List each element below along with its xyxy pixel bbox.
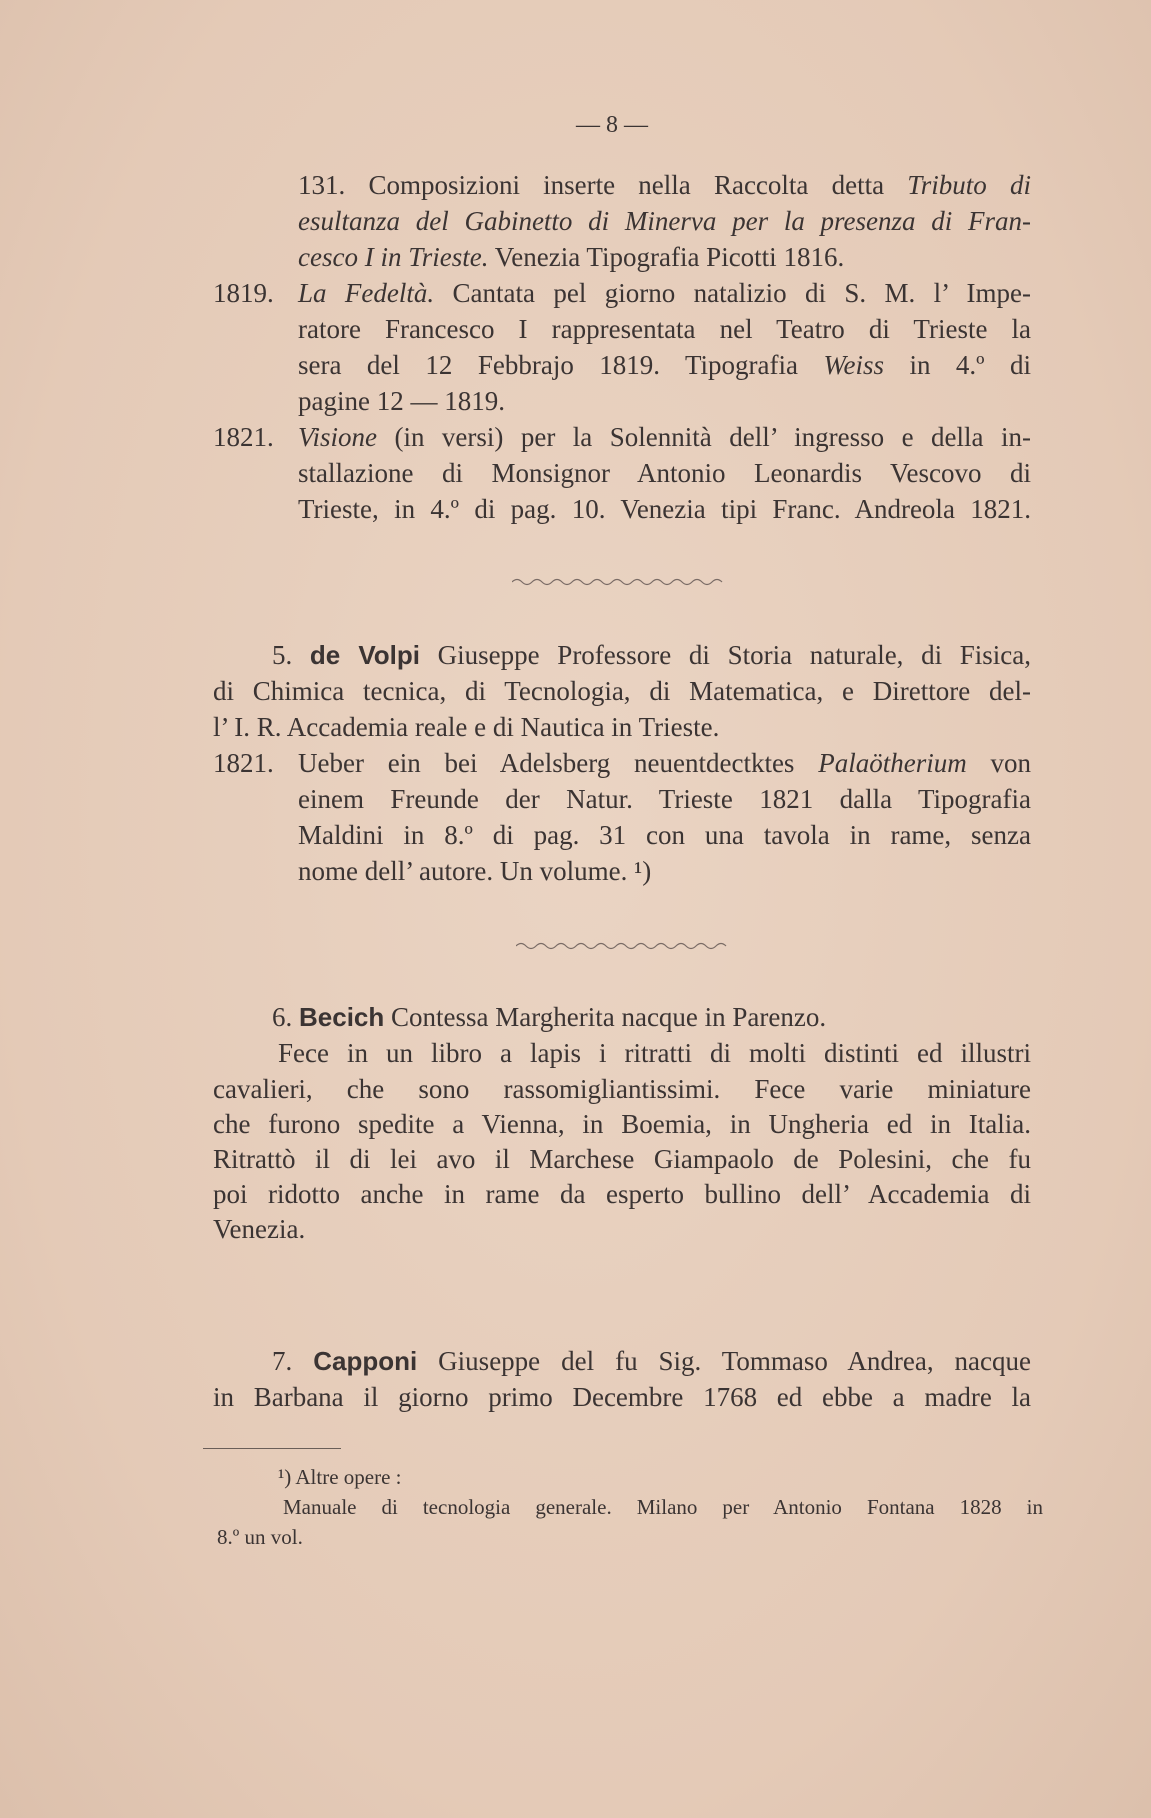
- entry-6-line-3: cavalieri, che sono rassomigliantissimi. Fece varie miniature: [213, 1074, 1031, 1104]
- entry-5-line-1: 5. de Volpi Giuseppe Professore di Storia naturale, di Fisica,: [272, 640, 1031, 670]
- ornament-divider-2: [516, 940, 731, 952]
- surname-capponi: Capponi: [313, 1346, 418, 1376]
- entry-1819-line-4: pagine 12 — 1819.: [298, 386, 505, 416]
- entry-1819-line-3: sera del 12 Febbrajo 1819. Tipografia Weiss in 4.º di: [298, 350, 1031, 380]
- footnote-line-1: ¹) Altre opere :: [278, 1465, 402, 1489]
- entry-6-line-7: Venezia.: [213, 1214, 306, 1244]
- surname-becich: Becich: [299, 1002, 385, 1032]
- entry-6-line-5: Ritrattò il di lei avo il Marchese Giampaolo de Polesini, che fu: [213, 1144, 1031, 1174]
- entry-131-line-1: 131. Composizioni inserte nella Raccolta detta Tributo di: [298, 170, 1031, 200]
- entry-1821-line-2: stallazione di Monsignor Antonio Leonardis Vescovo di: [298, 458, 1031, 488]
- entry-5-year: 1821.: [213, 748, 274, 778]
- entry-5-pub-line-4: nome dell’ autore. Un volume. ¹): [298, 856, 652, 886]
- entry-5-line-2: di Chimica tecnica, di Tecnologia, di Matematica, e Direttore del-: [213, 676, 1031, 706]
- entry-5-pub-line-2: einem Freunde der Natur. Trieste 1821 dalla Tipografia: [298, 784, 1031, 814]
- entry-6-line-1: 6. Becich Contessa Margherita nacque in Parenzo.: [272, 1002, 827, 1032]
- entry-7-line-2: in Barbana il giorno primo Decembre 1768 ed ebbe a madre la: [213, 1382, 1031, 1412]
- page-number: — 8 —: [576, 112, 648, 138]
- entry-131-line-3: cesco I in Trieste. Venezia Tipografia Picotti 1816.: [298, 242, 845, 272]
- footnote-line-3: 8.º un vol.: [217, 1525, 303, 1549]
- entry-5-line-3: l’ I. R. Accademia reale e di Nautica in Trieste.: [213, 712, 720, 742]
- entry-1821-line-1: Visione (in versi) per la Solennità dell’ ingresso e della in-: [298, 422, 1031, 452]
- entry-131-line-2: esultanza del Gabinetto di Minerva per la presenza di Fran-: [298, 206, 1031, 236]
- entry-1821-year: 1821.: [213, 422, 274, 452]
- ornament-divider-1: [512, 576, 727, 588]
- entry-6-line-6: poi ridotto anche in rame da esperto bullino dell’ Accademia di: [213, 1179, 1031, 1209]
- entry-1819-year: 1819.: [213, 278, 274, 308]
- footnote-line-2: Manuale di tecnologia generale. Milano per Antonio Fontana 1828 in: [283, 1495, 1043, 1519]
- entry-6-line-2: Fece in un libro a lapis i ritratti di molti distinti ed illustri: [278, 1038, 1031, 1068]
- entry-1819-line-2: ratore Francesco I rappresentata nel Teatro di Trieste la: [298, 314, 1031, 344]
- entry-5-pub-line-3: Maldini in 8.º di pag. 31 con una tavola in rame, senza: [298, 820, 1031, 850]
- entry-7-line-1: 7. Capponi Giuseppe del fu Sig. Tommaso Andrea, nacque: [272, 1346, 1031, 1376]
- entry-1821-line-3: Trieste, in 4.º di pag. 10. Venezia tipi Franc. Andreola 1821.: [298, 494, 1031, 524]
- entry-1819-line-1: La Fedeltà. Cantata pel giorno natalizio di S. M. l’ Impe-: [298, 278, 1031, 308]
- entry-6-line-4: che furono spedite a Vienna, in Boemia, in Ungheria ed in Italia.: [213, 1109, 1031, 1139]
- entry-5-pub-line-1: Ueber ein bei Adelsberg neuentdectktes Palaötherium von: [298, 748, 1031, 778]
- footnote-rule: [203, 1448, 341, 1449]
- surname-de-volpi: de Volpi: [309, 640, 421, 670]
